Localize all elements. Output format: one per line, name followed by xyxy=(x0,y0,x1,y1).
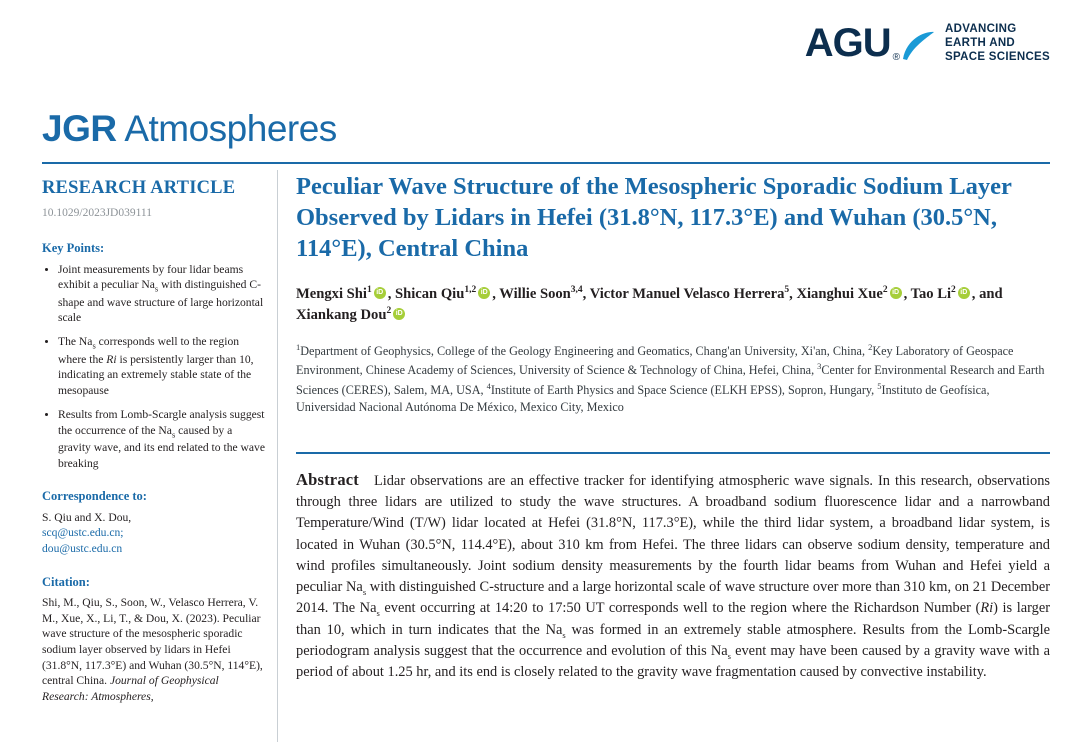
journal-title-bold: JGR xyxy=(42,108,117,149)
author-affil-ref: 2 xyxy=(882,284,888,295)
column-divider xyxy=(277,170,278,742)
affiliations: $^1$Department of Geophysics, College of the Geology Engineering and Geomatics, Chang'an University, Xi'an, China, $^2$Key Laboratory of Geospace Environment, Chinese Academy of Sciences, University of Science & Technology of China, Hefei, China, $^3$Center for Environmental Research and Earth Sciences (CERES), Salem, MA, USA, $^4$Institute of Earth Physics and Space Science (ELKH EPSS), Sopron, Hungary, $^5$Instituto de Geofísica, Universidad Nacional Autónoma De México, Mexico City, Mexico xyxy=(296,341,1045,415)
agu-logo xyxy=(805,22,1050,64)
author-name[interactable]: Victor Manuel Velasco Herrera xyxy=(589,285,785,302)
page-title: Peculiar Wave Structure of the Mesospheric Sporadic Sodium Layer Observed by Lidars in Hefei (31.8°N, 117.3°E) and Wuhan (30.5°N, 114°E), Central China xyxy=(296,173,1012,262)
author-affil-ref: 5 xyxy=(784,284,790,295)
list-item: • Joint measurements by four lidar beams exhibit a peculiar $Na_s$ with distinguished C-shape and wave structure of large horizontal scale xyxy=(58,262,267,326)
agu-tagline-line-1: ADVANCING xyxy=(945,23,1017,35)
orcid-icon[interactable] xyxy=(393,308,405,320)
correspondence-body xyxy=(42,510,267,557)
section-label: RESEARCH ARTICLE xyxy=(42,178,236,198)
author-name[interactable]: Xiankang Dou xyxy=(296,306,387,323)
abstract-heading: Abstract xyxy=(296,470,359,489)
citation-text: Shi, M., Qiu, S., Soon, W., Velasco Herrera, V. M., Xue, X., Li, T., & Dou, X. (2023). Peculiar wave structure of the mesospheric sporadic sodium layer observed by lidars in Hefei (31.8°N, 117.3°E) and Wuhan (30.5°N, 114°E), central China. xyxy=(42,596,263,688)
author-affil-ref: 1 xyxy=(366,284,372,295)
author-affil-ref: 1,2 xyxy=(464,284,477,295)
key-points-list xyxy=(42,262,267,471)
correspondence-email-1[interactable]: scq@ustc.edu.cn; xyxy=(42,526,124,540)
key-points-heading: Key Points: xyxy=(42,240,105,255)
list-item: • Results from Lomb-Scargle analysis suggest the occurrence of the $Na_s$ caused by a gravity wave, and its end related to the wave breaking xyxy=(58,407,267,471)
abstract-divider xyxy=(296,452,1050,454)
agu-swash-icon xyxy=(901,29,935,63)
list-item: • The $Na_s$ corresponds well to the region where the Ri is persistently larger than 10, indicating an extremely stable state of the mesopause xyxy=(58,334,267,398)
article-header xyxy=(296,172,1050,416)
author-affil-ref: 2 xyxy=(386,305,392,316)
sidebar-metadata xyxy=(42,176,267,705)
author-list: Mengxi Shi$^1$ iD , Shican Qiu$^{1,2}$ iD , Willie Soon$^{3,4}$, Victor Manuel Velasco Herrera$^5$, Xianghui Xue$^2$ iD , Tao Li$^2$ iD , and Xiankang Dou$^2$iD xyxy=(296,284,1050,326)
orcid-icon[interactable] xyxy=(478,287,490,299)
author-affil-ref: 2 xyxy=(951,284,956,295)
orcid-icon[interactable] xyxy=(958,287,970,299)
author-name[interactable]: Willie Soon xyxy=(499,285,571,302)
agu-tagline-line-3: SPACE SCIENCES xyxy=(945,51,1050,64)
correspondence-heading: Correspondence to: xyxy=(42,488,147,503)
agu-tagline-line-2: EARTH AND xyxy=(945,37,1016,50)
author-name[interactable]: Shican Qiu xyxy=(395,285,465,302)
orcid-icon[interactable] xyxy=(890,287,902,299)
journal-title xyxy=(42,108,337,150)
doi-text[interactable]: 10.1029/2023JD039111 xyxy=(42,206,152,219)
citation-heading: Citation: xyxy=(42,574,90,589)
correspondence-name: S. Qiu and X. Dou, xyxy=(42,510,132,524)
journal-title-rest: Atmospheres xyxy=(116,108,337,149)
correspondence-email-2[interactable]: dou@ustc.edu.cn xyxy=(42,541,123,555)
abstract-text: Lidar observations are an effective tracker for identifying atmospheric wave signals. In this research, observations through three lidars are utilized to study the wave structures. A broadband sodium fluorescence lidar and a narrowband Temperature/Wind (T/W) lidar located at Hefei (31.8°N, 117.3°E), while the third lidar system, a broadband lidar system, is located in Wuhan (30.5°N, 114.4°E), about 310 km from Hefei. The three lidars can observe sodium density, temperature and wind profiles simultaneously. Joint sodium density measurements by the fourth lidar beams from Wuhan and Hefei yield a peculiar $Na_s$ with distinguished C-structure and a large horizontal scale of wave structure over more than 310 km, on 21 December 2014. The $Na_s$ event occurring at 14:20 to 17:50 UT corresponds well to the region where the Richardson Number (Ri) is larger than 10, which in turn indicates that the $Na_s$ was formed in an extremely stable atmosphere. Results from the Lomb-Scargle periodogram analysis suggest that the occurrence and evolution of this $Na_s$ event may have been caused by a gravity wave with a period of about 1.25 hr, and its end is closely related to the gravity wave fragmentation caused by convective instability. xyxy=(296,473,1050,681)
agu-mark-text: AGU xyxy=(804,21,891,66)
registered-mark: ® xyxy=(892,52,900,64)
abstract-section xyxy=(296,468,1050,684)
author-name[interactable]: Xianghui Xue xyxy=(796,285,883,302)
citation-journal: Journal of Geophysical Research: Atmospheres, xyxy=(42,674,219,703)
orcid-icon[interactable] xyxy=(374,287,386,299)
agu-tagline xyxy=(945,22,1050,64)
header-divider xyxy=(42,162,1050,164)
citation-body xyxy=(42,595,267,704)
author-name[interactable]: Mengxi Shi xyxy=(296,285,367,302)
author-name[interactable]: Tao Li xyxy=(910,285,952,302)
agu-wordmark xyxy=(804,21,935,66)
author-affil-ref: 3,4 xyxy=(570,284,583,295)
